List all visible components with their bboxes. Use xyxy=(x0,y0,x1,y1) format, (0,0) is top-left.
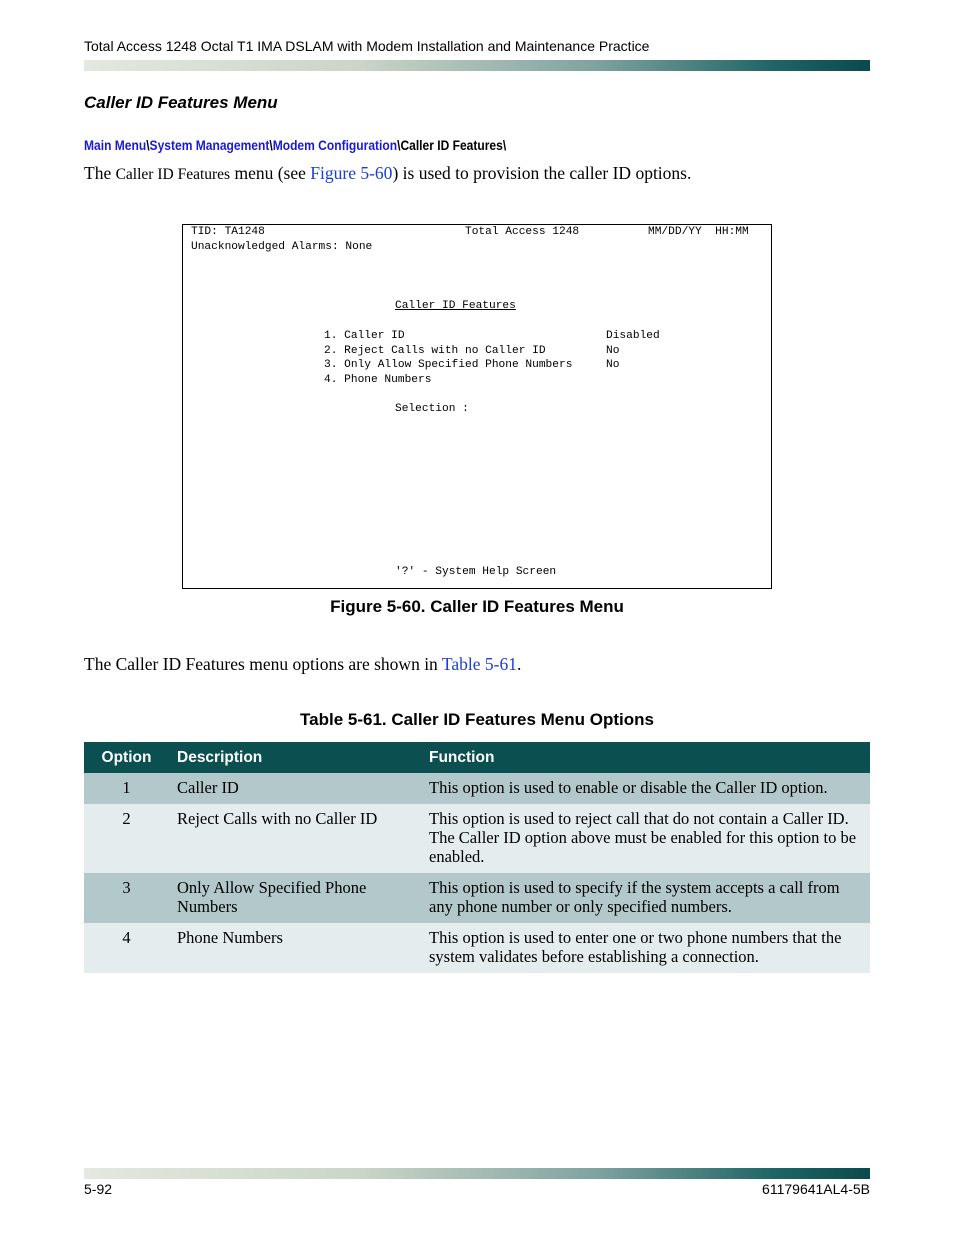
function-cell: This option is used to reject call that do not contain a Caller ID. The Caller ID option above must be enabled for this option to be enabled. xyxy=(421,804,870,873)
option-cell: 3 xyxy=(84,873,169,923)
breadcrumb-separator: \ xyxy=(269,137,273,153)
terminal-menu-item-reject-calls[interactable]: 2. Reject Calls with no Caller ID xyxy=(324,345,546,357)
function-cell: This option is used to enter one or two phone numbers that the system validates before establishing a connection. xyxy=(421,923,870,973)
options-table xyxy=(84,742,870,973)
breadcrumb-link-main-menu[interactable]: Main Menu xyxy=(84,137,147,153)
option-cell: 2 xyxy=(84,804,169,873)
terminal-selection-prompt[interactable]: Selection : xyxy=(395,403,469,415)
breadcrumb-separator: \ xyxy=(146,137,150,153)
terminal-alarms: Unacknowledged Alarms: None xyxy=(191,241,373,253)
table-row xyxy=(84,804,870,873)
description-cell: Only Allow Specified Phone Numbers xyxy=(169,873,421,923)
table-intro-text: The Caller ID Features menu options are shown in xyxy=(84,654,442,674)
table-header-row xyxy=(84,742,870,773)
breadcrumb-current: Caller ID Features\ xyxy=(400,137,507,153)
table-link[interactable]: Table 5-61 xyxy=(441,654,517,674)
terminal-value-reject-calls: No xyxy=(606,345,620,357)
table-intro-text: . xyxy=(516,654,522,674)
intro-menu-name: Caller ID Features xyxy=(115,166,231,183)
intro-paragraph xyxy=(84,163,691,184)
option-cell: 1 xyxy=(84,773,169,804)
intro-text: ) is used to provision the caller ID options. xyxy=(392,163,692,183)
breadcrumb xyxy=(84,137,506,153)
terminal-tid: TID: TA1248 xyxy=(191,226,265,238)
footer-divider-bar xyxy=(84,1168,870,1179)
terminal-value-only-allow: No xyxy=(606,359,620,371)
description-cell: Caller ID xyxy=(169,773,421,804)
section-title: Caller ID Features Menu xyxy=(84,93,278,112)
column-header-option: Option xyxy=(84,742,169,773)
function-cell: This option is used to enable or disable the Caller ID option. xyxy=(421,773,870,804)
terminal-system-name: Total Access 1248 xyxy=(465,226,580,238)
table-intro-paragraph xyxy=(84,654,521,675)
terminal-value-caller-id: Disabled xyxy=(606,330,660,342)
breadcrumb-link-system-management[interactable]: System Management xyxy=(149,137,270,153)
intro-text: The xyxy=(84,163,116,183)
table-caption: Table 5-61. Caller ID Features Menu Options xyxy=(300,710,654,729)
terminal-help-hint: '?' - System Help Screen xyxy=(395,566,557,578)
header-divider-bar xyxy=(84,60,870,71)
table-row xyxy=(84,923,870,973)
page-number: 5-92 xyxy=(84,1181,113,1197)
option-cell: 4 xyxy=(84,923,169,973)
description-cell: Phone Numbers xyxy=(169,923,421,973)
description-cell: Reject Calls with no Caller ID xyxy=(169,804,421,873)
terminal-menu-item-only-allow[interactable]: 3. Only Allow Specified Phone Numbers xyxy=(324,359,573,371)
terminal-menu-item-caller-id[interactable]: 1. Caller ID xyxy=(324,330,405,342)
document-number: 61179641AL4-5B xyxy=(762,1181,870,1197)
function-cell: This option is used to specify if the system accepts a call from any phone number or only specified numbers. xyxy=(421,873,870,923)
figure-caption: Figure 5-60. Caller ID Features Menu xyxy=(330,597,624,616)
terminal-datetime: MM/DD/YY HH:MM xyxy=(648,226,749,238)
intro-text: menu (see xyxy=(230,163,311,183)
terminal-menu-item-phone-numbers[interactable]: 4. Phone Numbers xyxy=(324,374,432,386)
table-row xyxy=(84,773,870,804)
terminal-screen xyxy=(182,224,772,589)
running-header: Total Access 1248 Octal T1 IMA DSLAM with Modem Installation and Maintenance Practice xyxy=(84,38,650,54)
column-header-description: Description xyxy=(169,742,421,773)
figure-link[interactable]: Figure 5-60 xyxy=(310,163,393,183)
terminal-menu-title: Caller ID Features xyxy=(395,300,516,312)
breadcrumb-separator: \ xyxy=(397,137,401,153)
table-row xyxy=(84,873,870,923)
breadcrumb-link-modem-configuration[interactable]: Modem Configuration xyxy=(272,137,398,153)
column-header-function: Function xyxy=(421,742,870,773)
